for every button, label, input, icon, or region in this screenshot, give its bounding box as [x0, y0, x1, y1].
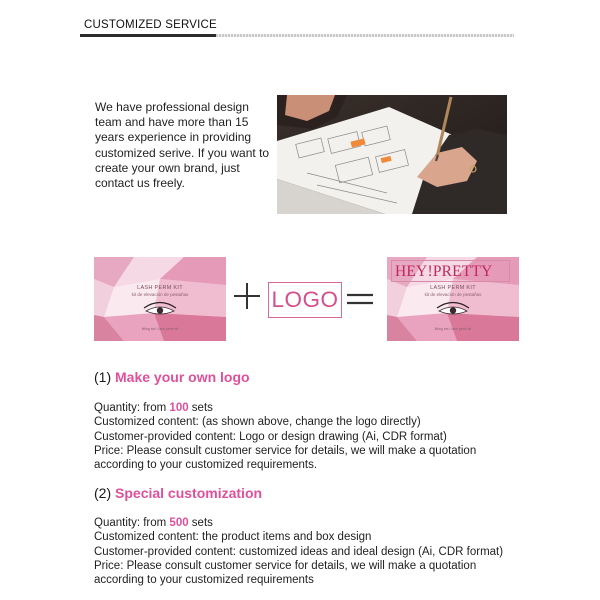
section-title: Special customization	[115, 485, 263, 501]
quantity-value: 100	[169, 402, 189, 414]
provided-line: Customer-provided content: customized ideas and ideal design (Ai, CDR format)	[94, 545, 504, 558]
kit-subtitle: kit de elevación de pestañas	[424, 292, 482, 297]
section-body-special	[94, 516, 534, 587]
quantity-unit: sets	[188, 517, 213, 529]
equals-icon	[345, 290, 375, 308]
brand-logo-text: HEY!PRETTY	[395, 263, 493, 280]
kit-subtitle: kit de elevación de pestañas	[131, 292, 189, 297]
kit-title: LASH PERM KIT	[137, 285, 183, 291]
header-divider-light	[216, 34, 514, 37]
price-line: Price: Please consult customer service for details, we will make a quotation	[94, 559, 477, 572]
price-line-cont: according to your customized requirements	[94, 574, 314, 587]
content-line: Customized content: (as shown above, change the logo directly)	[94, 416, 421, 429]
content-line: Customized content: the product items and box design	[94, 531, 372, 544]
designer-sketch-photo	[277, 95, 507, 214]
page-title: CUSTOMIZED SERVICE	[84, 19, 217, 31]
kit-title: LASH PERM KIT	[430, 285, 476, 291]
intro-paragraph: We have professional design team and have more than 15 years experience in providing customized serive. If you want to create your own brand, just contact us freely.	[95, 100, 270, 191]
section-heading-logo	[94, 369, 250, 385]
section-number: (1)	[94, 369, 112, 385]
quantity-label: Quantity: from	[94, 517, 170, 529]
quantity-label: Quantity: from	[94, 402, 170, 414]
quantity-line	[94, 401, 534, 415]
header-divider-dark	[80, 34, 216, 37]
lash-kit-box-branded	[387, 257, 519, 341]
provided-line: Customer-provided content: Logo or design drawing (Ai, CDR format)	[94, 430, 447, 443]
section-body-logo	[94, 401, 534, 472]
quantity-value: 500	[169, 517, 189, 529]
section-header	[80, 19, 514, 39]
logo-placeholder	[268, 282, 342, 318]
quantity-line	[94, 516, 534, 530]
plus-icon	[232, 281, 262, 311]
logo-label: LOGO	[271, 287, 339, 312]
price-line: Price: Please consult customer service for details, we will make a quotation	[94, 444, 477, 457]
kit-footer: lifting set / lash perm kit	[141, 327, 179, 331]
section-title: Make your own logo	[115, 369, 250, 385]
quantity-unit: sets	[188, 402, 213, 414]
price-line-cont: according to your customized requirements.	[94, 459, 318, 472]
section-number: (2)	[94, 485, 112, 501]
lash-kit-box-plain	[94, 257, 226, 341]
kit-footer: lifting set / lash perm kit	[434, 327, 472, 331]
section-heading-special	[94, 485, 262, 501]
